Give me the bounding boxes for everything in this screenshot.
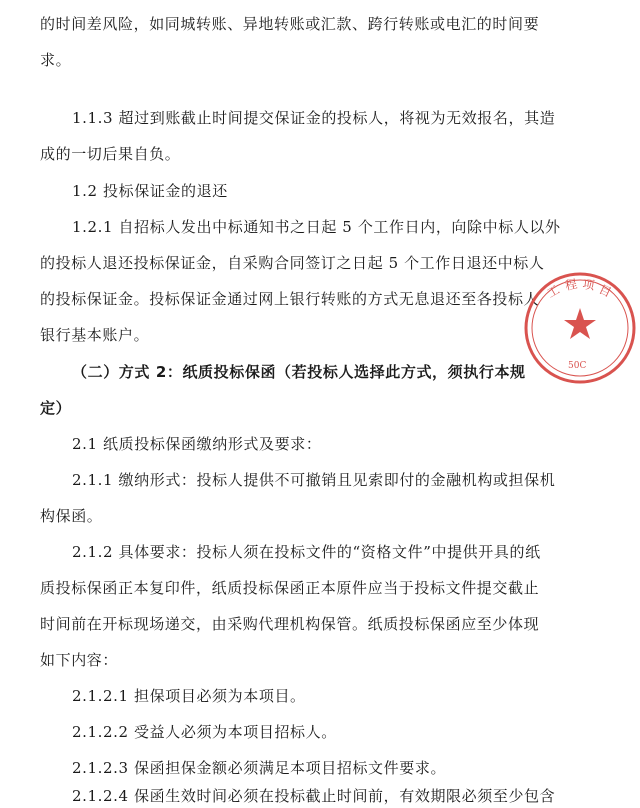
section-heading: 1.2 投标保证金的退还 xyxy=(72,182,228,200)
text-line: 2.1.1 缴纳形式：投标人提供不可撤销且见索即付的金融机构或担保机 xyxy=(72,471,556,489)
text-line: 2.1.2.2 受益人必须为本项目招标人。 xyxy=(72,723,337,741)
text-line: 求。 xyxy=(40,51,72,69)
text-line: 银行基本账户。 xyxy=(40,326,150,344)
text-line: 1.1.3 超过到账截止时间提交保证金的投标人，将视为无效报名，其造 xyxy=(72,109,556,127)
text-line: 的投标保证金。投标保证金通过网上银行转账的方式无息退还至各投标人 xyxy=(40,290,540,308)
section-heading: 2.1 纸质投标保函缴纳形式及要求： xyxy=(72,435,322,453)
svg-text:项: 项 xyxy=(581,277,596,293)
svg-text:程: 程 xyxy=(563,276,579,293)
text-line: 质投标保函正本复印件，纸质投标保函正本原件应当于投标文件提交截止 xyxy=(40,579,540,597)
svg-text:工: 工 xyxy=(544,282,562,301)
section-heading: （二）方式 2：纸质投标保函（若投标人选择此方式，须执行本规 xyxy=(72,363,526,381)
text-line: 构保函。 xyxy=(40,507,103,525)
seal-icon xyxy=(520,268,640,388)
text-line: 2.1.2.1 担保项目必须为本项目。 xyxy=(72,687,306,705)
text-line: 的时间差风险，如同城转账、异地转账或汇款、跨行转账或电汇的时间要 xyxy=(40,15,540,33)
text-line: 如下内容： xyxy=(40,651,119,669)
section-heading: 定） xyxy=(40,399,72,417)
svg-text:目: 目 xyxy=(596,282,614,300)
text-line: 2.1.2.4 保函生效时间必须在投标截止时间前，有效期限必须至少包含 xyxy=(72,787,556,805)
text-line: 2.1.2.3 保函担保金额必须满足本项目招标文件要求。 xyxy=(72,759,447,777)
text-line: 2.1.2 具体要求：投标人须在投标文件的“资格文件”中提供开具的纸 xyxy=(72,543,541,561)
text-line: 成的一切后果自负。 xyxy=(40,145,181,163)
text-line: 1.2.1 自招标人发出中标通知书之日起 5 个工作日内，向除中标人以外 xyxy=(72,218,561,236)
text-line: 的投标人退还投标保证金，自采购合同签订之日起 5 个工作日退还中标人 xyxy=(40,254,545,272)
text-line: 时间前在开标现场递交，由采购代理机构保管。纸质投标保函应至少体现 xyxy=(40,615,540,633)
svg-text:50C: 50C xyxy=(568,361,587,371)
official-seal-stamp xyxy=(520,268,640,388)
